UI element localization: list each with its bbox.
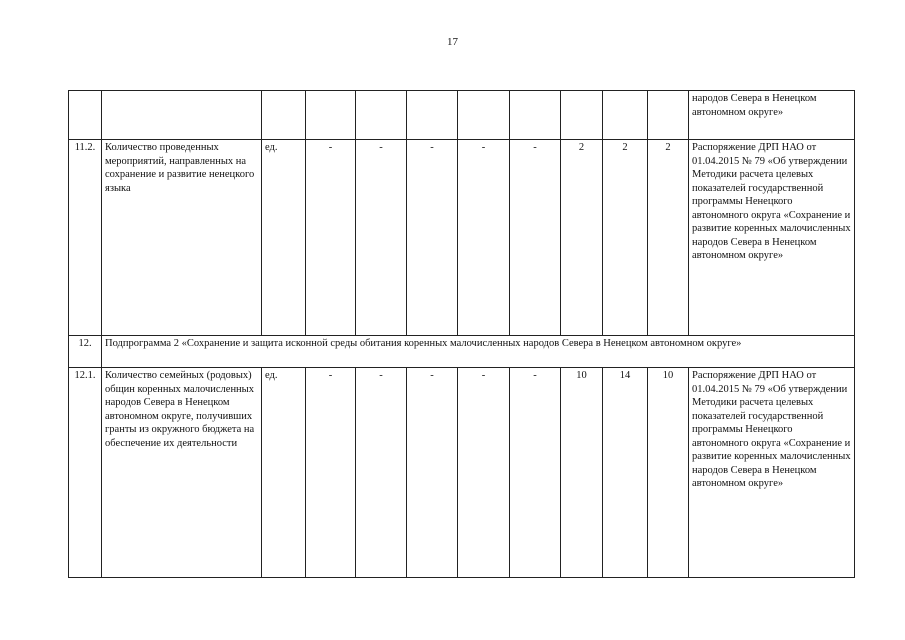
cell-unit: ед. xyxy=(262,368,306,578)
cell-num: 12.1. xyxy=(69,368,102,578)
cell-source: Распоряжение ДРП НАО от 01.04.2015 № 79 «Об утверждении Методики расчета целевых показателей государственной программы Ненецкого автономного округа «Сохранение и развитие коренных малочисленных народов Севера в Ненецком автономном округе» xyxy=(689,140,855,336)
cell-source: Распоряжение ДРП НАО от 01.04.2015 № 79 «Об утверждении Методики расчета целевых показателей государственной программы Ненецкого автономного округа «Сохранение и развитие коренных малочисленных народов Севера в Ненецком автономном округе» xyxy=(689,368,855,578)
cell-name: Количество проведенных мероприятий, направленных на сохранение и развитие ненецкого языка xyxy=(102,140,262,336)
cell-value: - xyxy=(458,368,510,578)
cell-value: 2 xyxy=(561,140,603,336)
cell-value xyxy=(510,91,561,140)
cell-num: 11.2. xyxy=(69,140,102,336)
table-row-continuation xyxy=(69,91,855,140)
cell-num: 12. xyxy=(69,336,102,368)
cell-num xyxy=(69,91,102,140)
cell-value xyxy=(561,91,603,140)
cell-value: - xyxy=(306,140,356,336)
cell-value: - xyxy=(407,140,458,336)
cell-source: народов Севера в Ненецком автономном округе» xyxy=(689,91,855,140)
cell-value xyxy=(306,91,356,140)
cell-value: 14 xyxy=(603,368,648,578)
cell-value xyxy=(458,91,510,140)
table-row xyxy=(69,140,855,336)
page-number: 17 xyxy=(447,36,458,48)
cell-value xyxy=(648,91,689,140)
cell-value: - xyxy=(306,368,356,578)
cell-value: - xyxy=(510,368,561,578)
cell-name: Количество семейных (родовых) общин коренных малочисленных народов Севера в Ненецком автономном округе, получивших гранты из окружного бюджета на обеспечение их деятельности xyxy=(102,368,262,578)
cell-value: - xyxy=(510,140,561,336)
cell-value xyxy=(603,91,648,140)
cell-value: 10 xyxy=(561,368,603,578)
cell-value: - xyxy=(356,368,407,578)
cell-value: - xyxy=(407,368,458,578)
cell-name xyxy=(102,91,262,140)
table-row xyxy=(69,368,855,578)
cell-value: - xyxy=(458,140,510,336)
subprogram-title: Подпрограмма 2 «Сохранение и защита исконной среды обитания коренных малочисленных народов Севера в Ненецком автономном округе» xyxy=(102,336,855,368)
cell-value xyxy=(407,91,458,140)
cell-value: 10 xyxy=(648,368,689,578)
table-row-subprogram xyxy=(69,336,855,368)
cell-unit: ед. xyxy=(262,140,306,336)
cell-unit xyxy=(262,91,306,140)
cell-value xyxy=(356,91,407,140)
cell-value: 2 xyxy=(603,140,648,336)
cell-value: - xyxy=(356,140,407,336)
cell-value: 2 xyxy=(648,140,689,336)
indicators-table xyxy=(68,90,855,578)
